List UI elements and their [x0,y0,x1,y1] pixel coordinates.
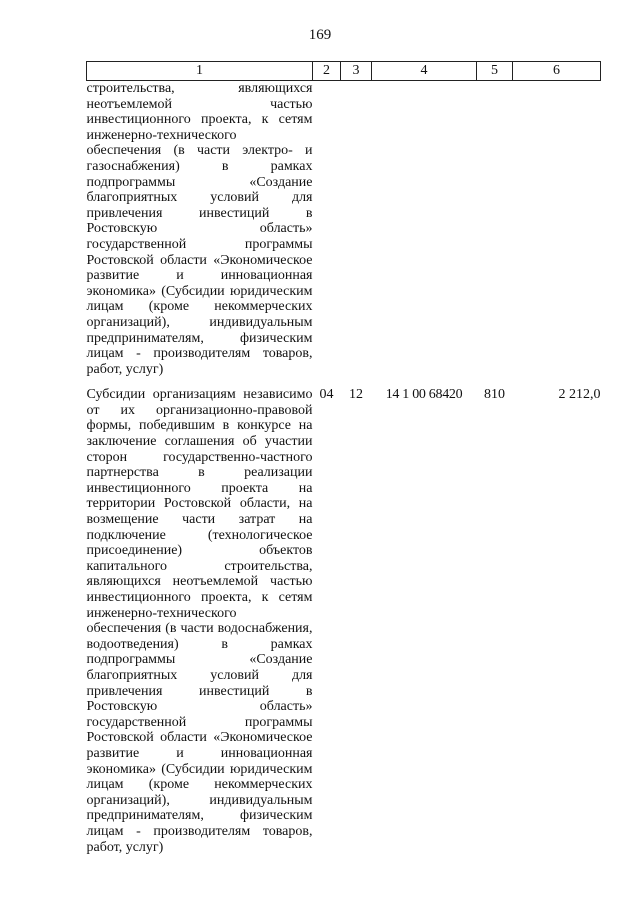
budget-table [86,61,601,855]
amount-cell: 2 212,0 [558,387,601,403]
subsection-cell [341,81,372,378]
header-col-3: 3 [341,62,372,81]
table-header [87,62,601,81]
table-body [87,81,601,856]
table-row [87,377,601,855]
target-article-cell: 14 1 00 68420 [385,387,463,403]
section-cell: 04 [319,387,334,403]
header-col-2: 2 [313,62,341,81]
header-col-1: 1 [87,62,313,81]
row-name-cell: строительства, являющихся неотъемлемой частью инвестиционного проекта, к сетям инженерно-технического обеспечения (в части электро- и газоснабжения) в рамках подпрограммы «Создание благоприятных условий для привлечения инвестиций в Ростовскую область» государственной программы Ростовской области «Экономическое развитие и инновационная экономика» (Субсидии юридическим лицам (кроме некоммерческих организаций), индивидуальным предпринимателям, физическим лицам - производителям товаров, работ, услуг) [86,81,313,377]
target-article-cell [372,81,477,378]
header-col-5: 5 [477,62,513,81]
subsection-cell: 12 [349,387,363,403]
section-cell [313,81,341,378]
header-col-6: 6 [513,62,601,81]
row-name-cell: Субсидии организациям независимо от их организационно-правовой формы, победившим в конкурсе на заключение соглашения об участии сторон государственно-частного партнерства в реализации инвестиционного проекта на территории Ростовской области, на возмещение части затрат на подключение (технологическое присоединение) объектов капитального строительства, являющихся неотъемлемой частью инвестиционного проекта, к сетям инженерно-технического обеспечения (в части водоснабжения, водоотведения) в рамках подпрограммы «Создание благоприятных условий для привлечения инвестиций в Ростовскую область» государственной программы Ростовской области «Экономическое развитие и инновационная экономика» (Субсидии юридическим лицам (кроме некоммерческих организаций), индивидуальным предпринимателям, физическим лицам - производителям товаров, работ, услуг) [86,387,313,855]
table-row [87,81,601,378]
expense-type-cell: 810 [484,387,505,403]
header-row [87,62,601,81]
expense-type-cell [477,81,513,378]
amount-cell [513,81,601,378]
header-col-4: 4 [372,62,477,81]
page-number: 169 [308,27,332,43]
